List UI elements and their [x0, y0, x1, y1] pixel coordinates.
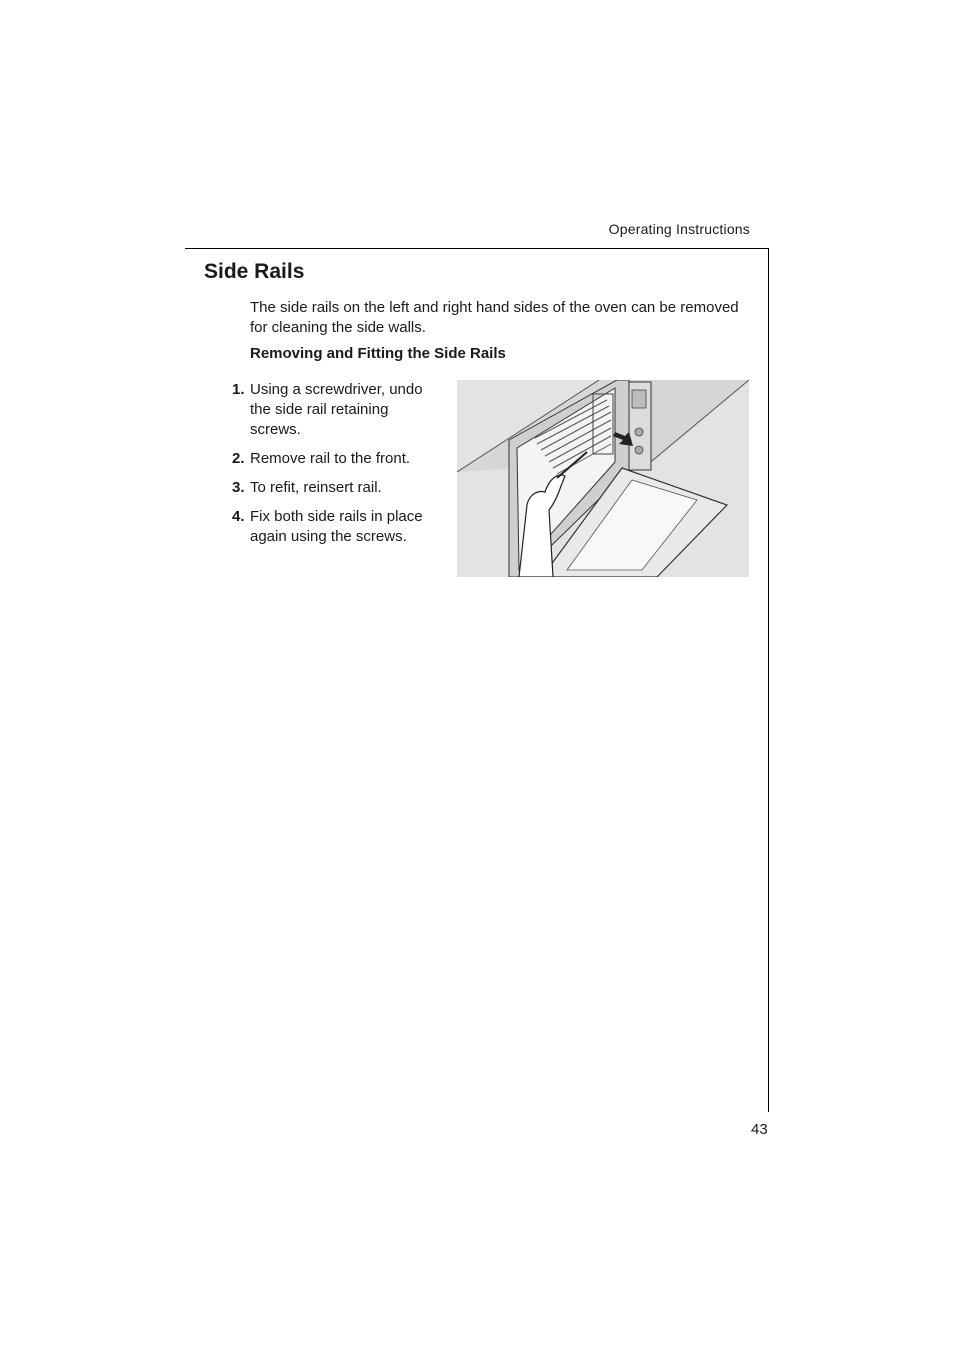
step-number: 3. [232, 479, 245, 496]
header-rule [185, 248, 769, 249]
step-number: 2. [232, 450, 245, 467]
step-text: Using a screwdriver, undo the side rail retaining screws. [250, 381, 423, 438]
section-title: Side Rails [204, 260, 305, 283]
steps-list [228, 380, 438, 556]
step-number: 4. [232, 508, 245, 525]
procedure-subheading: Removing and Fitting the Side Rails [250, 345, 506, 362]
list-item [228, 507, 438, 547]
step-number: 1. [232, 381, 245, 398]
running-header: Operating Instructions [608, 221, 750, 237]
list-item [228, 478, 438, 498]
list-item [228, 449, 438, 469]
oven-side-rail-illustration [457, 380, 749, 577]
margin-rule [768, 248, 769, 1112]
intro-paragraph: The side rails on the left and right hand sides of the oven can be removed for cleaning the side walls. [250, 299, 739, 336]
list-item [228, 380, 438, 440]
step-text: Fix both side rails in place again using the screws. [250, 508, 423, 545]
step-text: Remove rail to the front. [250, 450, 411, 467]
step-text: To refit, reinsert rail. [250, 479, 382, 496]
page-number: 43 [751, 1121, 768, 1138]
